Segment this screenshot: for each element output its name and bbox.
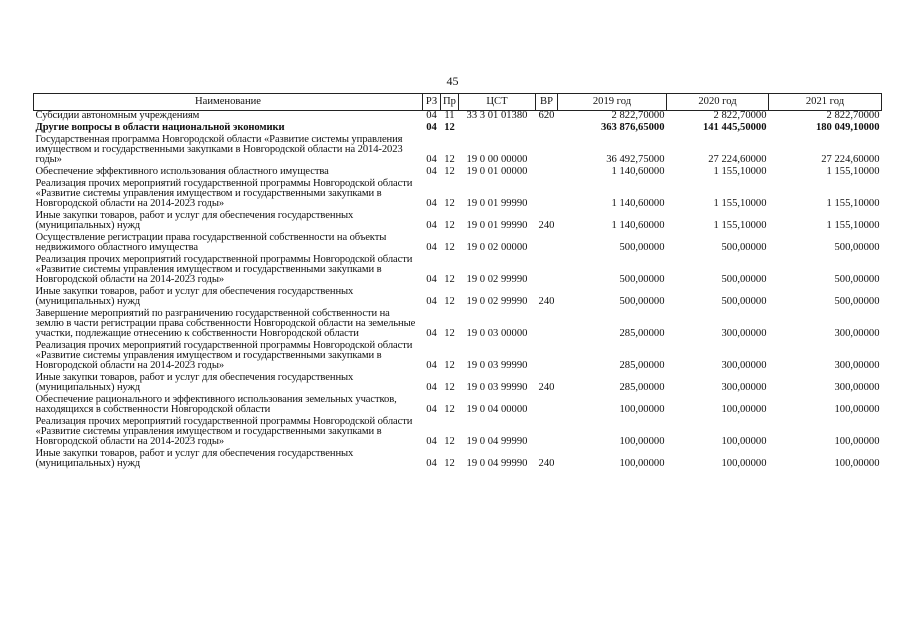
row-pr: 12 (444, 360, 455, 371)
row-rz: 04 (426, 122, 437, 133)
header-rz: РЗ (423, 94, 441, 111)
row-2019: 285,00000 (619, 328, 665, 339)
row-2021: 180 049,10000 (815, 122, 880, 133)
row-vr: 240 (538, 220, 555, 231)
row-vr: 240 (538, 296, 555, 307)
row-pr: 12 (444, 242, 455, 253)
table-row (34, 395, 882, 417)
row-vr (536, 123, 558, 135)
row-cst: 19 0 01 00000 (466, 166, 528, 177)
row-vr (536, 255, 558, 287)
row-2020: 1 155,10000 (713, 220, 767, 231)
row-2021: 1 155,10000 (826, 166, 880, 177)
row-2020: 27 224,60000 (708, 154, 767, 165)
row-name: Реализация прочих мероприятий государственной программы Новгородской области «Развитие системы управления имуществом и государственными закупками в Новгородской области на 2014-2023 годы» (35, 416, 413, 447)
row-cst: 33 3 01 01380 (466, 110, 528, 121)
row-vr (536, 309, 558, 341)
row-vr (536, 233, 558, 255)
row-2021: 100,00000 (834, 458, 880, 469)
row-rz: 04 (426, 166, 437, 177)
row-2020: 500,00000 (721, 242, 767, 253)
row-cst (459, 123, 536, 135)
row-name: Обеспечение рационального и эффективного использования земельных участков, находящихся в собственности Новгородской области (35, 394, 397, 415)
row-vr (536, 341, 558, 373)
row-2021: 1 155,10000 (826, 198, 880, 209)
header-2019: 2019 год (558, 94, 667, 111)
row-2020: 500,00000 (721, 274, 767, 285)
row-2021: 300,00000 (834, 382, 880, 393)
row-2020: 100,00000 (721, 436, 767, 447)
row-cst: 19 0 00 00000 (466, 154, 528, 165)
row-2019: 100,00000 (619, 458, 665, 469)
row-2019: 500,00000 (619, 274, 665, 285)
row-name: Субсидии автономным учреждениям (35, 110, 200, 121)
table-row (34, 373, 882, 395)
row-pr: 12 (444, 274, 455, 285)
table-header-row (34, 94, 882, 111)
row-2019: 1 140,60000 (611, 166, 665, 177)
row-name: Государственная программа Новгородской области «Развитие системы управления имуществом и государственными закупками в Новгородской области на 2014-2023 годы» (35, 134, 403, 165)
row-pr: 12 (444, 154, 455, 165)
row-cst: 19 0 02 00000 (466, 242, 528, 253)
table-row (34, 417, 882, 449)
row-rz: 04 (426, 404, 437, 415)
row-name: Реализация прочих мероприятий государственной программы Новгородской области «Развитие системы управления имуществом и государственными закупками в Новгородской области на 2014-2023 годы» (35, 254, 413, 285)
row-name: Осуществление регистрации права государственной собственности на объекты недвижимого областного имущества (35, 232, 387, 253)
row-2021: 300,00000 (834, 360, 880, 371)
row-vr (536, 167, 558, 179)
row-2020: 500,00000 (721, 296, 767, 307)
table-row (34, 309, 882, 341)
row-pr: 12 (444, 436, 455, 447)
row-name: Иные закупки товаров, работ и услуг для обеспечения государственных (муниципальных) нужд (35, 210, 354, 231)
row-pr: 12 (444, 404, 455, 415)
row-2021: 27 224,60000 (821, 154, 880, 165)
row-2019: 363 876,65000 (600, 122, 665, 133)
row-name: Завершение мероприятий по разграничению государственной собственности на землю в части регистрации права собственности Новгородской области на земельные участки, подлежащие отнесению к собственности Новгородской области (35, 308, 416, 339)
row-2020: 300,00000 (721, 360, 767, 371)
budget-table (33, 93, 882, 471)
row-name: Другие вопросы в области национальной экономики (35, 122, 285, 133)
row-vr (536, 395, 558, 417)
table-row (34, 211, 882, 233)
row-2019: 500,00000 (619, 296, 665, 307)
row-2019: 36 492,75000 (606, 154, 665, 165)
row-pr: 12 (444, 166, 455, 177)
row-cst: 19 0 01 99990 (466, 198, 528, 209)
row-cst: 19 0 03 99990 (466, 360, 528, 371)
row-name: Иные закупки товаров, работ и услуг для обеспечения государственных (муниципальных) нужд (35, 286, 354, 307)
row-2019: 500,00000 (619, 242, 665, 253)
row-pr: 12 (444, 122, 455, 133)
row-pr: 12 (444, 328, 455, 339)
row-pr: 11 (444, 110, 455, 121)
row-rz: 04 (426, 154, 437, 165)
row-2021: 500,00000 (834, 296, 880, 307)
row-2021: 1 155,10000 (826, 220, 880, 231)
row-pr: 12 (444, 220, 455, 231)
row-name: Реализация прочих мероприятий государственной программы Новгородской области «Развитие системы управления имуществом и государственными закупками в Новгородской области на 2014-2023 годы» (35, 340, 413, 371)
row-2021: 500,00000 (834, 274, 880, 285)
row-2019: 285,00000 (619, 360, 665, 371)
row-2020: 1 155,10000 (713, 166, 767, 177)
row-2020: 141 445,50000 (702, 122, 767, 133)
header-pr: Пр (441, 94, 459, 111)
row-2019: 100,00000 (619, 436, 665, 447)
row-vr: 620 (538, 110, 555, 121)
table-row (34, 233, 882, 255)
row-2021: 500,00000 (834, 242, 880, 253)
row-cst: 19 0 03 00000 (466, 328, 528, 339)
row-pr: 12 (444, 296, 455, 307)
table-row (34, 449, 882, 471)
row-vr: 240 (538, 458, 555, 469)
row-cst: 19 0 04 99990 (466, 458, 528, 469)
row-2020: 300,00000 (721, 328, 767, 339)
row-2020: 300,00000 (721, 382, 767, 393)
row-2021: 300,00000 (834, 328, 880, 339)
row-2021: 2 822,70000 (826, 110, 880, 121)
row-rz: 04 (426, 360, 437, 371)
row-cst: 19 0 04 00000 (466, 404, 528, 415)
row-2019: 1 140,60000 (611, 220, 665, 231)
row-pr: 12 (444, 198, 455, 209)
header-name: Наименование (34, 94, 423, 111)
row-cst: 19 0 01 99990 (466, 220, 528, 231)
row-rz: 04 (426, 220, 437, 231)
row-2021: 100,00000 (834, 404, 880, 415)
row-vr: 240 (538, 382, 555, 393)
row-cst: 19 0 02 99990 (466, 296, 528, 307)
row-2019: 100,00000 (619, 404, 665, 415)
table-row (34, 287, 882, 309)
row-name: Реализация прочих мероприятий государственной программы Новгородской области «Развитие системы управления имуществом и государственными закупками в Новгородской области на 2014-2023 годы» (35, 178, 413, 209)
row-rz: 04 (426, 458, 437, 469)
row-name: Иные закупки товаров, работ и услуг для обеспечения государственных (муниципальных) нужд (35, 372, 354, 393)
row-pr: 12 (444, 458, 455, 469)
row-2019: 2 822,70000 (611, 110, 665, 121)
row-vr (536, 135, 558, 167)
row-vr (536, 417, 558, 449)
row-rz: 04 (426, 274, 437, 285)
table-row (34, 255, 882, 287)
header-2020: 2020 год (667, 94, 769, 111)
header-cst: ЦСТ (459, 94, 536, 111)
row-cst: 19 0 04 99990 (466, 436, 528, 447)
row-vr (536, 179, 558, 211)
page-number: 45 (446, 74, 459, 88)
table-row (34, 341, 882, 373)
row-rz: 04 (426, 436, 437, 447)
row-pr: 12 (444, 382, 455, 393)
header-vr: ВР (536, 94, 558, 111)
table-row (34, 179, 882, 211)
row-name: Обеспечение эффективного использования областного имущества (35, 166, 329, 177)
row-2020: 100,00000 (721, 404, 767, 415)
table-row (34, 135, 882, 167)
row-2021: 100,00000 (834, 436, 880, 447)
row-cst: 19 0 02 99990 (466, 274, 528, 285)
row-cst: 19 0 03 99990 (466, 382, 528, 393)
row-rz: 04 (426, 382, 437, 393)
row-rz: 04 (426, 110, 437, 121)
row-rz: 04 (426, 242, 437, 253)
row-rz: 04 (426, 198, 437, 209)
row-2019: 1 140,60000 (611, 198, 665, 209)
row-2020: 2 822,70000 (713, 110, 767, 121)
row-2020: 1 155,10000 (713, 198, 767, 209)
row-name: Иные закупки товаров, работ и услуг для обеспечения государственных (муниципальных) нужд (35, 448, 354, 469)
row-2019: 285,00000 (619, 382, 665, 393)
row-rz: 04 (426, 296, 437, 307)
row-rz: 04 (426, 328, 437, 339)
row-2020: 100,00000 (721, 458, 767, 469)
header-2021: 2021 год (769, 94, 882, 111)
